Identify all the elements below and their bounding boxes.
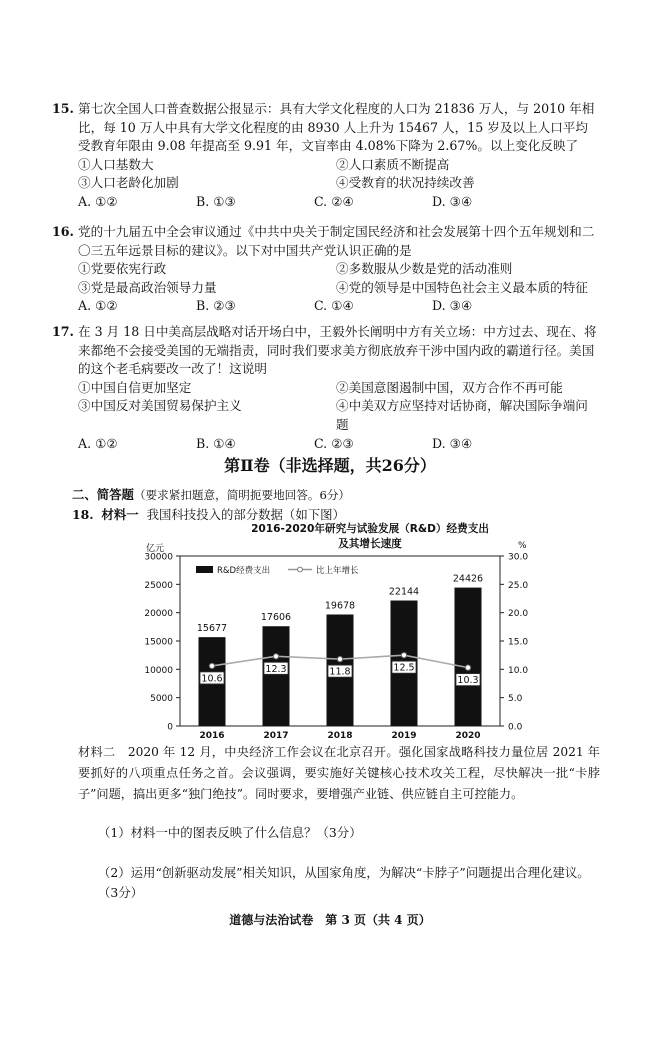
material-one-label: 材料一 xyxy=(101,507,139,522)
option-list xyxy=(78,156,598,193)
part-two-label: 二、简答题 xyxy=(72,487,134,502)
answer-choice: C. ②④ xyxy=(314,193,354,209)
option-item: ②美国意图遏制中国，双方合作不再可能 xyxy=(336,379,563,395)
legend-line-label: 比上年增长 xyxy=(316,566,359,576)
left-axis-unit: 亿元 xyxy=(146,544,165,554)
answer-choice: B. ①③ xyxy=(196,193,236,209)
answer-choice: C. ②③ xyxy=(314,435,354,451)
x-tick-label: 2017 xyxy=(263,731,289,740)
question-stem: 党的十九届五中全会审议通过《中共中央关于制定国民经济和社会发展第十四个五年规划和二〇三五年远景目标的建议》。以下对中国共产党认识正确的是 xyxy=(78,224,595,258)
option-item: ④受教育的状况持续改善 xyxy=(336,175,475,191)
option-item: ①党要依宪行政 xyxy=(78,261,167,277)
option-item: ③党是最高政治领导力量 xyxy=(78,279,217,295)
right-axis-unit: % xyxy=(518,541,527,551)
bar xyxy=(455,588,482,726)
growth-value-label: 10.6 xyxy=(201,673,223,685)
growth-point xyxy=(209,663,214,668)
left-tick-label: 30000 xyxy=(144,552,173,563)
option-item: ②多数服从少数是党的活动准则 xyxy=(336,261,513,277)
question-number: 17. xyxy=(52,324,74,339)
rd-expenditure-chart xyxy=(120,540,560,740)
left-tick-label: 0 xyxy=(167,722,173,733)
right-tick-label: 30.0 xyxy=(508,552,529,563)
growth-value-label: 12.3 xyxy=(265,663,287,675)
question-number: 15. xyxy=(52,101,74,116)
option-item: ①人口基数大 xyxy=(78,156,154,172)
part-two-note: （要求紧扣题意，简明扼要地回答。6分） xyxy=(133,488,351,502)
right-tick-label: 5.0 xyxy=(508,694,523,705)
sub-question-2: （2）运用“创新驱动发展”相关知识，从国家角度，为解决“卡脖子”问题提出合理化建议。（3分） xyxy=(98,865,590,900)
option-list xyxy=(78,379,598,435)
option-item: ③人口老龄化加剧 xyxy=(78,175,179,191)
right-tick-label: 15.0 xyxy=(508,637,529,648)
sub-question-1: （1）材料一中的图表反映了什么信息？（3分） xyxy=(98,825,362,840)
part-two-heading xyxy=(72,485,350,503)
right-tick-label: 20.0 xyxy=(508,609,529,620)
x-tick-label: 2019 xyxy=(391,731,417,740)
bar-value-label: 22144 xyxy=(388,586,420,598)
left-tick-label: 5000 xyxy=(150,694,173,705)
answer-choice: A. ①② xyxy=(78,435,118,451)
right-tick-label: 25.0 xyxy=(508,580,529,591)
answer-choice: A. ①② xyxy=(78,298,118,314)
left-tick-label: 20000 xyxy=(144,609,173,620)
option-item: ②人口素质不断提高 xyxy=(336,156,450,172)
growth-value-label: 10.3 xyxy=(457,675,479,687)
legend-line-marker xyxy=(298,567,303,572)
left-tick-label: 25000 xyxy=(144,580,173,591)
question-stem: 第七次全国人口普查数据公报显示：具有大学文化程度的人口为 21836 万人，与 2010 年相比，每 10 万人中具有大学文化程度的由 8930 人上升为 15467 人，15 岁及以上人口平均受教育年限由 9.08 年提高至 9.91 年，文盲率由 4.08%下降为 2.67%。以上变化反映了 xyxy=(78,101,595,154)
growth-value-label: 12.5 xyxy=(393,662,415,674)
growth-point xyxy=(465,665,470,670)
answer-choice: D. ③④ xyxy=(432,193,473,209)
section-title: 第Ⅱ卷（非选择题，共26分） xyxy=(224,456,436,475)
growth-point xyxy=(337,657,342,662)
question-stem: 在 3 月 18 日中美高层战略对话开场白中，王毅外长阐明中方有关立场：中方过去、现在、将来都绝不会接受美国的无端指责，同时我们要求美方彻底放弃干涉中国内政的霸道行径。美国的这个老毛病要改一改了！这说明 xyxy=(78,324,597,377)
answer-choice: A. ①② xyxy=(78,193,118,209)
growth-value-label: 11.8 xyxy=(329,666,351,678)
chart-title-line2: 及其增长速度 xyxy=(338,538,402,550)
answer-choice: C. ①④ xyxy=(314,298,354,314)
x-tick-label: 2020 xyxy=(455,731,481,740)
right-tick-label: 0.0 xyxy=(508,722,523,733)
growth-point xyxy=(273,654,278,659)
x-tick-label: 2016 xyxy=(199,731,225,740)
question-16 xyxy=(52,223,598,316)
growth-point xyxy=(401,653,406,658)
answer-choices xyxy=(78,435,598,454)
legend-bar-label: R&D经费支出 xyxy=(217,566,271,576)
option-item: ④党的领导是中国特色社会主义最本质的特征 xyxy=(336,279,588,295)
bar xyxy=(263,626,290,726)
page-footer: 道德与法治试卷 第 3 页（共 4 页） xyxy=(229,913,431,927)
bar-value-label: 15677 xyxy=(196,623,228,635)
answer-choice: B. ①④ xyxy=(196,435,236,451)
material-two: 材料二 2020 年 12 月，中央经济工作会议在北京召开。强化国家战略科技力量位居 2021 年要抓好的八项重点任务之首。会议强调，要实施好关键核心技术攻关工程，尽快解决一批“卡脖子”问题，搞出更多“独门绝技”。同时要求，要增强产业链、供应链自主可控能力。 xyxy=(78,745,600,801)
material-one-text: 我国科技投入的部分数据（如下图） xyxy=(146,507,345,522)
answer-choice: B. ②③ xyxy=(196,298,236,314)
left-tick-label: 15000 xyxy=(144,637,173,648)
question-17 xyxy=(52,323,598,453)
chart-title-line1: 2016-2020年研究与试验发展（R&D）经费支出 xyxy=(251,523,489,535)
answer-choices xyxy=(78,297,598,316)
right-tick-label: 10.0 xyxy=(508,665,529,676)
question-number: 16. xyxy=(52,224,74,239)
question-number: 18. xyxy=(72,507,94,522)
left-tick-label: 10000 xyxy=(144,665,173,676)
option-list xyxy=(78,260,598,297)
legend-bar-swatch xyxy=(196,566,213,573)
question-15 xyxy=(52,100,598,212)
answer-choices xyxy=(78,193,598,212)
option-item: ③中国反对美国贸易保护主义 xyxy=(78,398,242,414)
answer-choice: D. ③④ xyxy=(432,298,473,314)
option-item: ④中美双方应坚持对话协商，解决国际争端问题 xyxy=(336,398,588,432)
answer-choice: D. ③④ xyxy=(432,435,473,451)
bar-value-label: 24426 xyxy=(452,573,484,585)
x-tick-label: 2018 xyxy=(327,731,353,740)
option-item: ①中国自信更加坚定 xyxy=(78,379,192,395)
bar-value-label: 17606 xyxy=(260,612,292,624)
bar-value-label: 19678 xyxy=(324,600,356,612)
